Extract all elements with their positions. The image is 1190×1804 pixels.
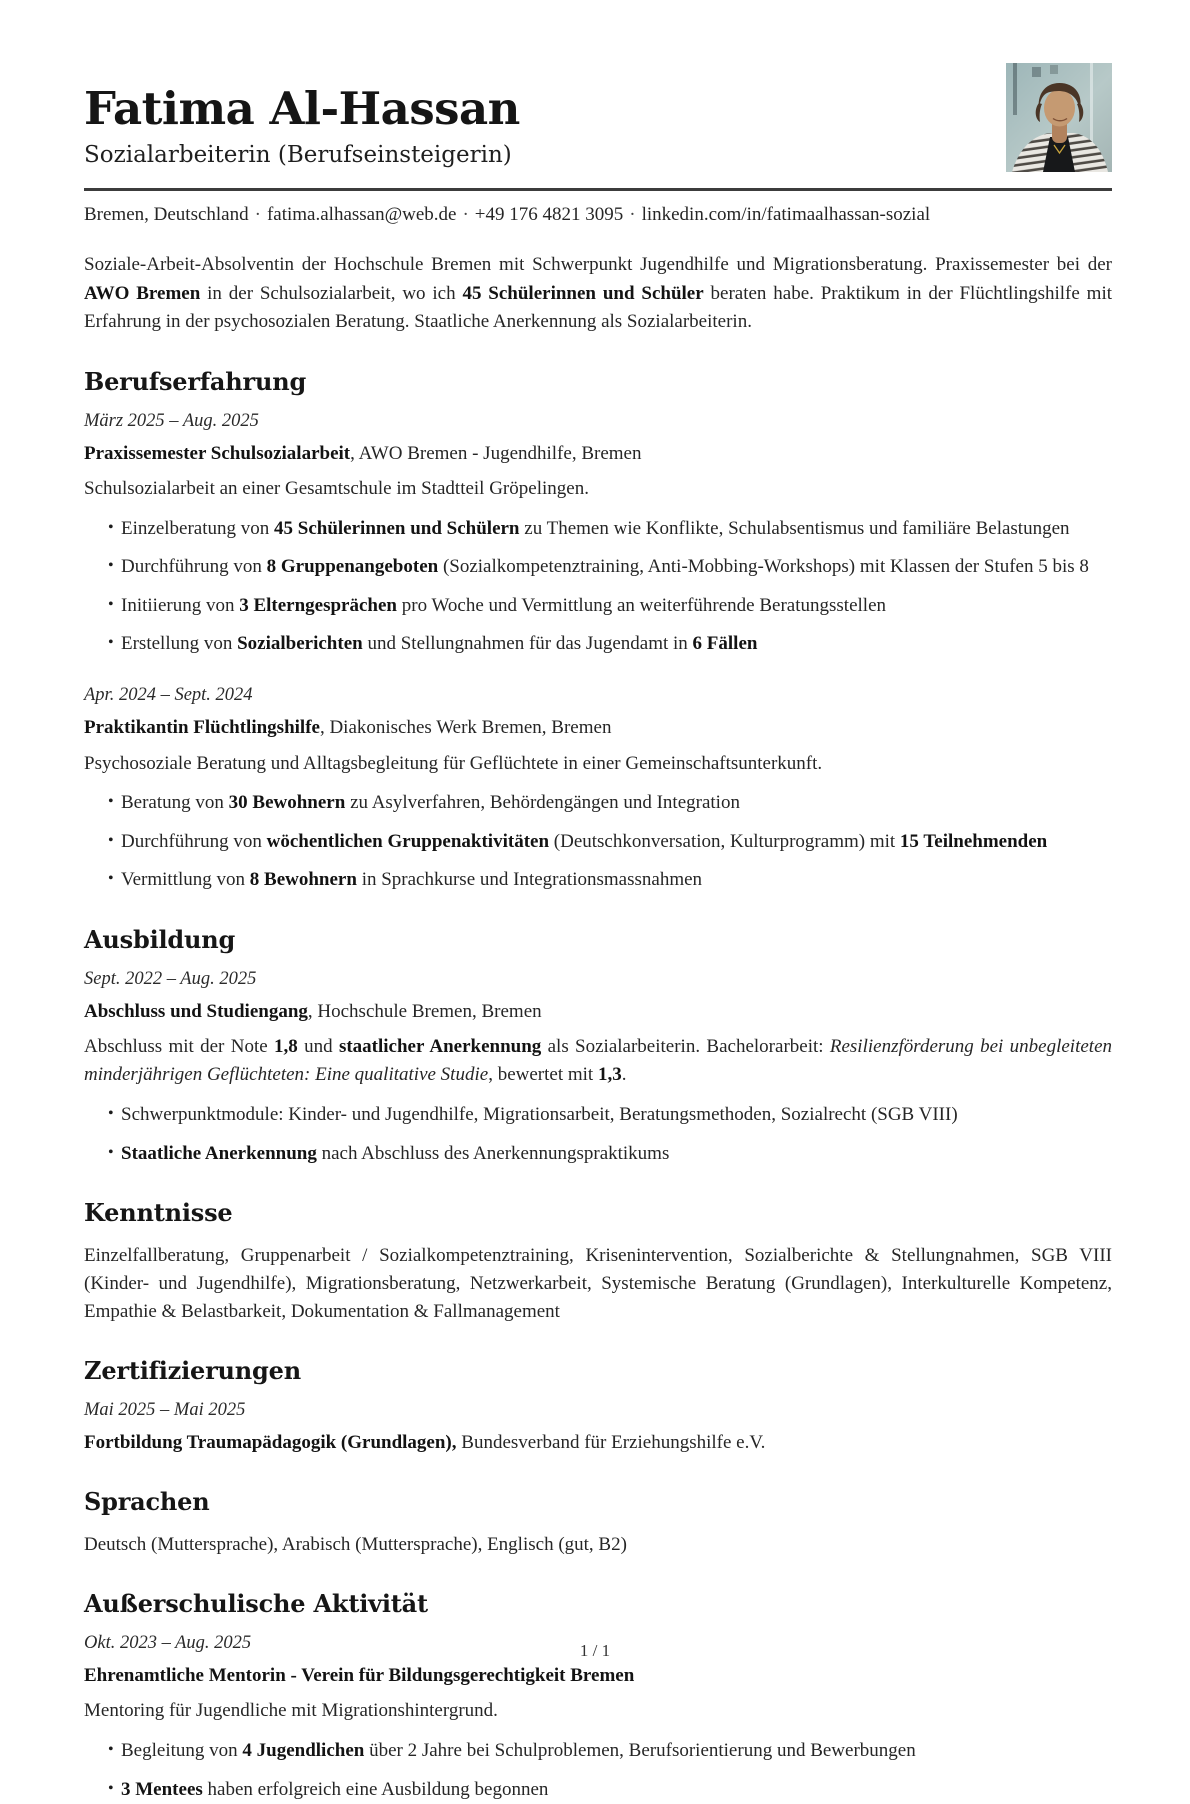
entry-title: Ehrenamtliche Mentorin - Verein für Bildungsgerechtigkeit Bremen (84, 1662, 1112, 1690)
resume-section (84, 1589, 1112, 1804)
bullet-list (84, 515, 1112, 659)
section-heading: Außerschulische Aktivität (84, 1589, 1112, 1618)
header-text (84, 85, 520, 168)
section-heading: Zertifizierungen (84, 1356, 1112, 1385)
contact-line (84, 204, 1112, 226)
summary-paragraph: Soziale-Arbeit-Absolventin der Hochschule Bremen mit Schwerpunkt Jugendhilfe und Migrationsberatung. Praxissemester bei der AWO Bremen in der Schulsozialarbeit, wo ich 45 Schülerinnen und Schüler beraten habe. Praktikum in der Flüchtlingshilfe mit Erfahrung in der psychosozialen Beratung. Staatliche Anerkennung als Sozialarbeiterin. (84, 251, 1112, 337)
entry-date-range: März 2025 – Aug. 2025 (84, 411, 1112, 432)
resume-entry (84, 411, 1112, 659)
section-heading: Kenntnisse (84, 1198, 1112, 1227)
resume-entry (84, 1400, 1112, 1457)
resume-entry (84, 1242, 1112, 1326)
contact-separator: · (255, 204, 261, 225)
contact-email-link[interactable]: fatima.alhassan@web.de (267, 204, 456, 225)
bullet-item: • Durchführung von 8 Gruppenangeboten (Sozialkompetenztraining, Anti-Mobbing-Workshops) mit Klassen der Stufen 5 bis 8 (108, 553, 1112, 582)
bullet-item: • Durchführung von wöchentlichen Gruppenaktivitäten (Deutschkonversation, Kulturprogramm) mit 15 Teilnehmenden (108, 828, 1112, 857)
contact-linkedin-link[interactable]: linkedin.com/in/fatimaalhassan-sozial (642, 204, 931, 225)
entry-date-range: Apr. 2024 – Sept. 2024 (84, 685, 1112, 706)
entry-description: Mentoring für Jugendliche mit Migrationshintergrund. (84, 1697, 1112, 1725)
resume-section (84, 1198, 1112, 1326)
resume-entry (84, 969, 1112, 1168)
contact-separator: · (629, 204, 635, 225)
bullet-item: • Erstellung von Sozialberichten und Stellungnahmen für das Jugendamt in 6 Fällen (108, 630, 1112, 659)
entry-date-range: Okt. 2023 – Aug. 2025 (84, 1633, 1112, 1654)
bullet-item: • Initiierung von 3 Elterngesprächen pro Woche und Vermittlung an weiterführende Beratungsstellen (108, 592, 1112, 621)
bullet-item: • Beratung von 30 Bewohnern zu Asylverfahren, Behördengängen und Integration (108, 789, 1112, 818)
entry-date-range: Mai 2025 – Mai 2025 (84, 1400, 1112, 1421)
section-heading: Berufserfahrung (84, 367, 1112, 396)
bullet-item: • Staatliche Anerkennung nach Abschluss des Anerkennungspraktikums (108, 1140, 1112, 1169)
bullet-item: • Vermittlung von 8 Bewohnern in Sprachkurse und Integrationsmassnahmen (108, 866, 1112, 895)
entry-description: Abschluss mit der Note 1,8 und staatlicher Anerkennung als Sozialarbeiterin. Bachelorarbeit: Resilienzförderung bei unbegleiteten minderjährigen Geflüchteten: Eine qualitative Studie, bewertet mit 1,3. (84, 1033, 1112, 1089)
header (84, 85, 1112, 172)
section-heading: Sprachen (84, 1487, 1112, 1516)
bullet-list (84, 1101, 1112, 1168)
entry-description: Einzelfallberatung, Gruppenarbeit / Sozialkompetenztraining, Krisenintervention, Sozialberichte & Stellungnahmen, SGB VIII (Kinder- und Jugendhilfe), Migrationsberatung, Netzwerkarbeit, Systemische Beratung (Grundlagen), Interkulturelle Kompetenz, Empathie & Belastbarkeit, Dokumentation & Fallmanagement (84, 1242, 1112, 1326)
bullet-list (84, 789, 1112, 895)
resume-section (84, 1487, 1112, 1559)
entry-date-range: Sept. 2022 – Aug. 2025 (84, 969, 1112, 990)
bullet-list (84, 1737, 1112, 1804)
page-number: 1 / 1 (0, 1641, 1190, 1661)
entry-title: Abschluss und Studiengang, Hochschule Bremen, Bremen (84, 998, 1112, 1026)
bullet-item: • 3 Mentees haben erfolgreich eine Ausbildung begonnen (108, 1776, 1112, 1804)
entry-title: Fortbildung Traumapädagogik (Grundlagen), Bundesverband für Erziehungshilfe e.V. (84, 1429, 1112, 1457)
contact-phone-link[interactable]: +49 176 4821 3095 (475, 204, 623, 225)
entry-description: Deutsch (Muttersprache), Arabisch (Muttersprache), Englisch (gut, B2) (84, 1531, 1112, 1559)
resume-section (84, 367, 1112, 895)
entry-title: Praxissemester Schulsozialarbeit, AWO Bremen - Jugendhilfe, Bremen (84, 440, 1112, 468)
entry-description: Psychosoziale Beratung und Alltagsbegleitung für Geflüchtete in einer Gemeinschaftsunterkunft. (84, 750, 1112, 778)
contact-separator: · (462, 204, 468, 225)
contact-location: Bremen, Deutschland (84, 204, 249, 225)
header-divider (84, 188, 1112, 191)
bullet-item: • Einzelberatung von 45 Schülerinnen und Schülern zu Themen wie Konflikte, Schulabsentismus und familiäre Belastungen (108, 515, 1112, 544)
resume-section (84, 925, 1112, 1168)
job-title-subtitle: Sozialarbeiterin (Berufseinsteigerin) (84, 142, 520, 168)
bullet-item: • Begleitung von 4 Jugendlichen über 2 Jahre bei Schulproblemen, Berufsorientierung und Bewerbungen (108, 1737, 1112, 1766)
profile-photo (1006, 63, 1112, 172)
resume-body (84, 367, 1112, 1804)
bullet-item: • Schwerpunktmodule: Kinder- und Jugendhilfe, Migrationsarbeit, Beratungsmethoden, Sozialrecht (SGB VIII) (108, 1101, 1112, 1130)
entry-title: Praktikantin Flüchtlingshilfe, Diakonisches Werk Bremen, Bremen (84, 714, 1112, 742)
page-title: Fatima Al-Hassan (84, 85, 520, 132)
entry-description: Schulsozialarbeit an einer Gesamtschule im Stadtteil Gröpelingen. (84, 475, 1112, 503)
resume-section (84, 1356, 1112, 1457)
resume-entry (84, 1531, 1112, 1559)
resume-entry (84, 685, 1112, 895)
section-heading: Ausbildung (84, 925, 1112, 954)
